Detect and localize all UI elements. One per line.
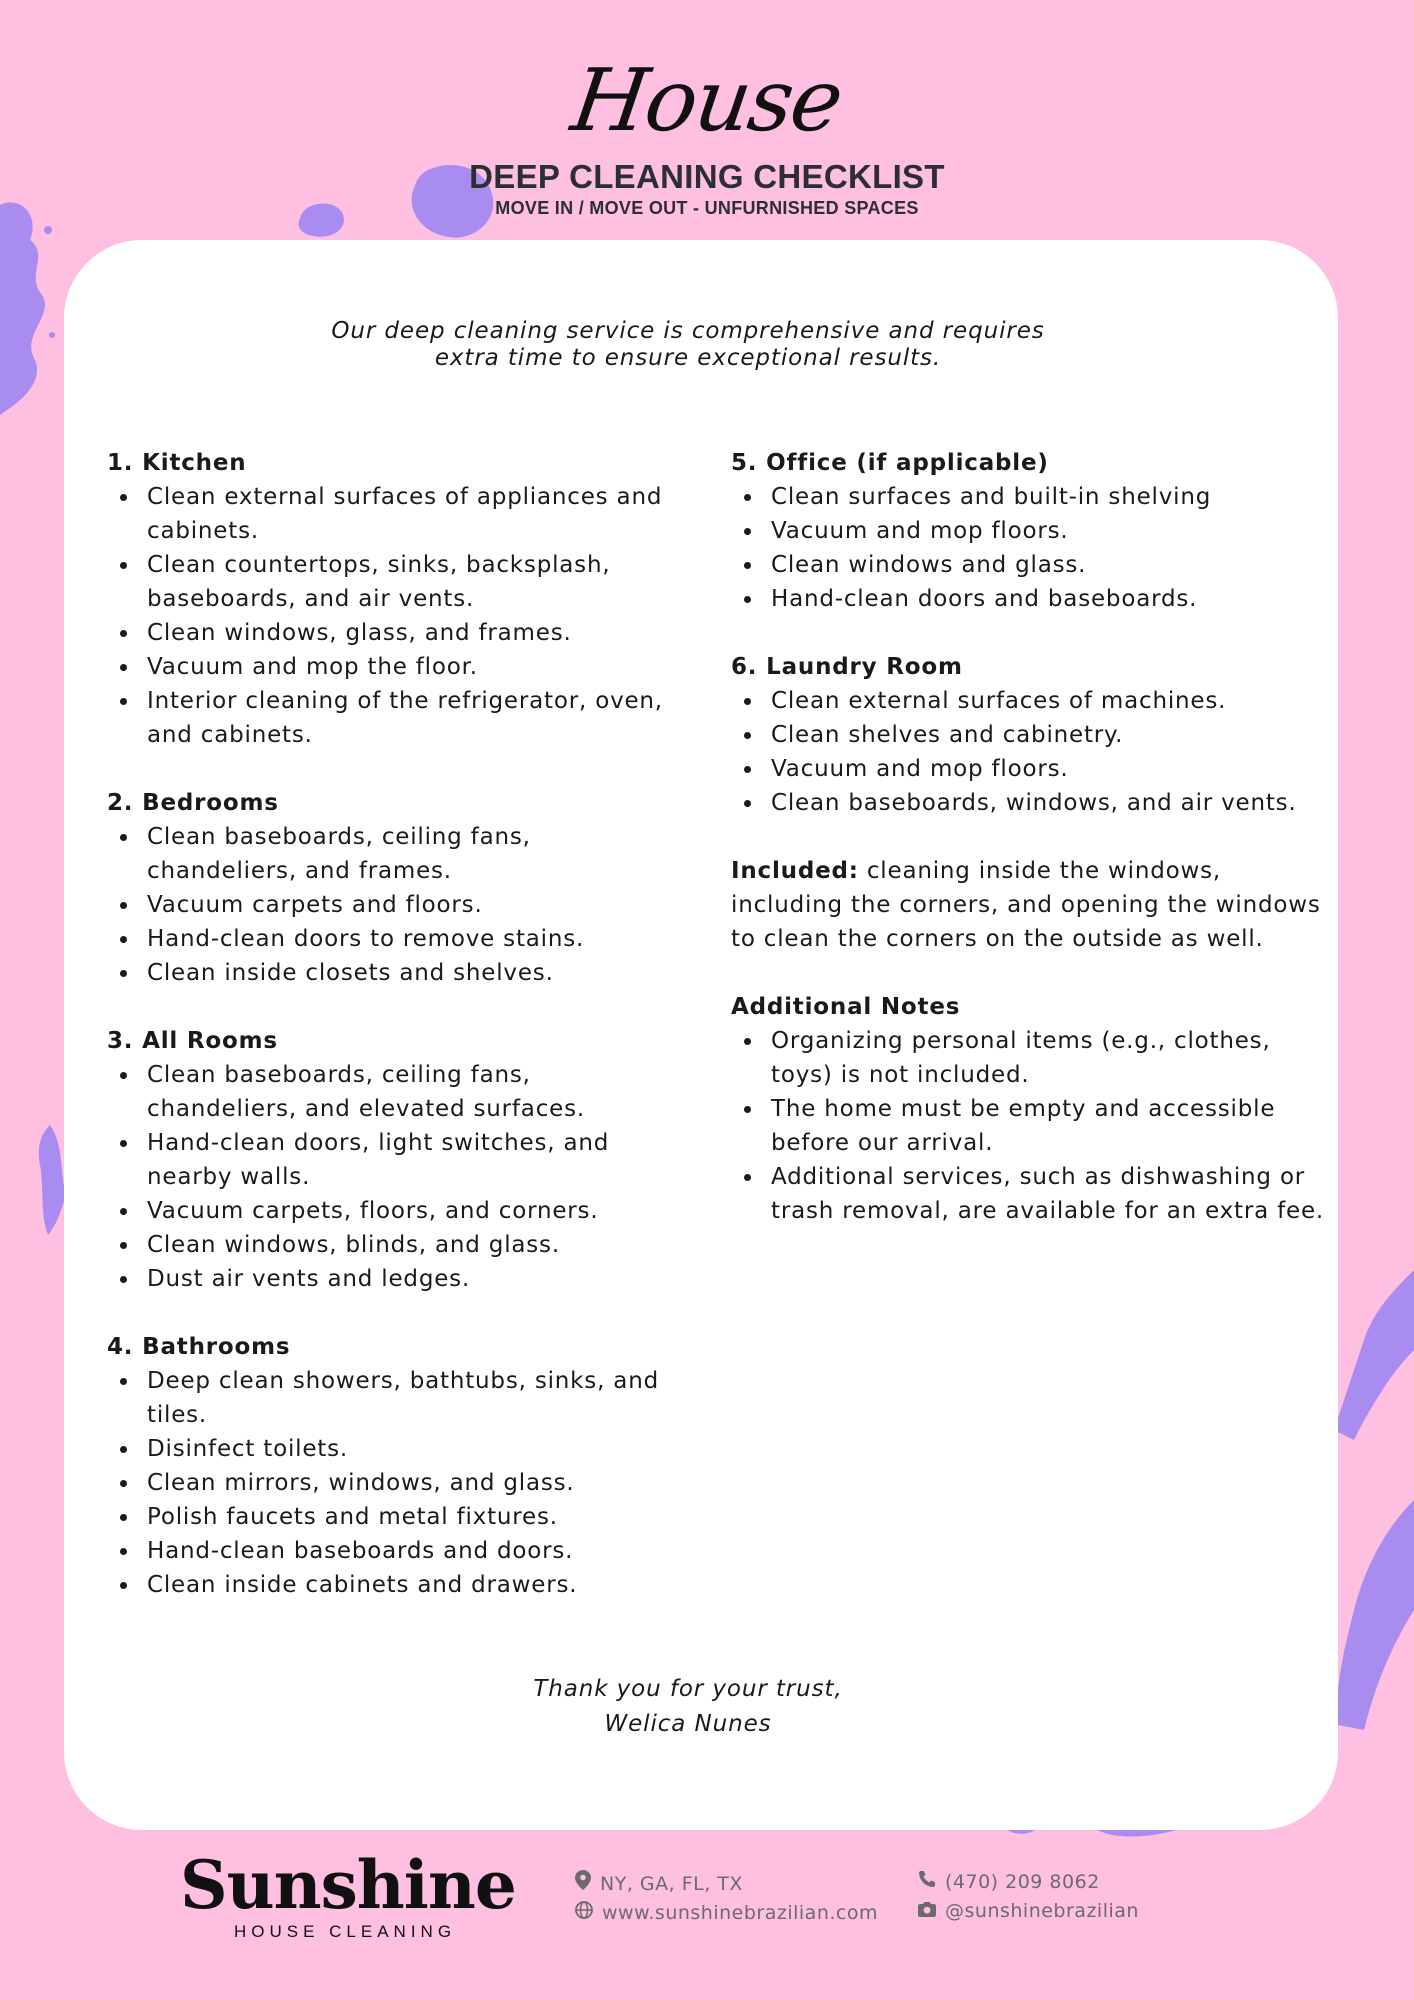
checklist-item: Clean baseboards, ceiling fans, chandeliers, and frames. — [107, 820, 667, 888]
intro-text — [0, 318, 1376, 372]
checklist-item: Clean surfaces and built-in shelving — [731, 480, 1331, 514]
camera-icon — [918, 1897, 936, 1926]
checklist-item: Clean windows, glass, and frames. — [107, 616, 667, 650]
checklist-item: Hand-clean doors and baseboards. — [731, 582, 1331, 616]
checklist-item: Clean countertops, sinks, backsplash, baseboards, and air vents. — [107, 548, 667, 616]
checklist-item: Vacuum carpets, floors, and corners. — [107, 1194, 667, 1228]
section-title: 6. Laundry Room — [731, 654, 963, 680]
checklist-item: Clean mirrors, windows, and glass. — [107, 1466, 667, 1500]
checklist-item: Interior cleaning of the refrigerator, oven, and cabinets. — [107, 684, 667, 752]
section-title: 5. Office (if applicable) — [731, 450, 1049, 476]
contact-phone-social — [918, 1868, 1139, 1926]
closing-signature — [0, 1672, 1376, 1742]
section-title: 4. Bathrooms — [107, 1334, 291, 1360]
social-row[interactable] — [918, 1897, 1139, 1926]
note-item: The home must be empty and accessible before our arrival. — [731, 1092, 1331, 1160]
included-label: Included: — [731, 858, 859, 884]
intro-line: extra time to ensure exceptional results. — [434, 345, 942, 371]
checklist-item: Disinfect toilets. — [107, 1432, 667, 1466]
checklist-item: Vacuum carpets and floors. — [107, 888, 667, 922]
checklist-item: Vacuum and mop floors. — [731, 514, 1331, 548]
page-subtitle: MOVE IN / MOVE OUT - UNFURNISHED SPACES — [495, 198, 919, 218]
checklist-item: Vacuum and mop floors. — [731, 752, 1331, 786]
map-pin-icon — [575, 1870, 591, 1899]
note-item: Additional services, such as dishwashing or trash removal, are available for an extra fee. — [731, 1160, 1331, 1228]
website-row[interactable] — [575, 1899, 878, 1928]
section-bathrooms — [107, 1330, 667, 1602]
location-row — [575, 1870, 878, 1899]
checklist-item: Hand-clean baseboards and doors. — [107, 1534, 667, 1568]
left-column — [107, 446, 667, 1636]
phone-icon — [918, 1868, 936, 1897]
checklist-item: Clean baseboards, windows, and air vents. — [731, 786, 1331, 820]
note-item: Organizing personal items (e.g., clothes, toys) is not included. — [731, 1024, 1331, 1092]
page-header — [0, 51, 1414, 219]
location-text: NY, GA, FL, TX — [600, 1873, 743, 1895]
checklist-item: Clean external surfaces of appliances and cabinets. — [107, 480, 667, 548]
website-link[interactable]: www.sunshinebrazilian.com — [602, 1902, 878, 1924]
checklist-item: Clean inside closets and shelves. — [107, 956, 667, 990]
checklist-item: Clean windows, blinds, and glass. — [107, 1228, 667, 1262]
section-laundry-room — [731, 650, 1331, 820]
brand-logo — [180, 1846, 516, 1942]
closing-line: Thank you for your trust, — [533, 1676, 843, 1702]
contact-location-web — [575, 1870, 878, 1928]
included-text: cleaning inside the windows, including the corners, and opening the windows to clean the corners on the outside as well. — [731, 858, 1321, 952]
paint-splash-left-mid — [30, 1125, 66, 1235]
section-kitchen — [107, 446, 667, 752]
social-handle[interactable]: @sunshinebrazilian — [945, 1900, 1139, 1922]
checklist-item: Deep clean showers, bathtubs, sinks, and tiles. — [107, 1364, 667, 1432]
section-bedrooms — [107, 786, 667, 990]
brand-name: Sunshine — [180, 1846, 516, 1924]
paint-splash-right-1 — [1334, 1270, 1414, 1440]
phone-number[interactable]: (470) 209 8062 — [945, 1871, 1100, 1893]
checklist-item: Dust air vents and ledges. — [107, 1262, 667, 1296]
included-note — [731, 854, 1331, 956]
checklist-item: Clean inside cabinets and drawers. — [107, 1568, 667, 1602]
phone-row[interactable] — [918, 1868, 1139, 1897]
checklist-item: Hand-clean doors, light switches, and nearby walls. — [107, 1126, 667, 1194]
checklist-item: Hand-clean doors to remove stains. — [107, 922, 667, 956]
section-title: Additional Notes — [731, 994, 961, 1020]
section-title: 1. Kitchen — [107, 450, 247, 476]
section-office — [731, 446, 1331, 616]
section-all-rooms — [107, 1024, 667, 1296]
signature-name: Welica Nunes — [604, 1711, 772, 1737]
checklist-item: Clean baseboards, ceiling fans, chandeliers, and elevated surfaces. — [107, 1058, 667, 1126]
globe-icon — [575, 1899, 593, 1928]
section-title: 3. All Rooms — [107, 1028, 278, 1054]
checklist-item: Clean external surfaces of machines. — [731, 684, 1331, 718]
script-title: House — [566, 51, 848, 151]
brand-tagline: HOUSE CLEANING — [233, 1922, 457, 1941]
paint-splash-top-left — [0, 195, 60, 425]
section-additional-notes — [731, 990, 1331, 1228]
intro-line: Our deep cleaning service is comprehensive and requires — [331, 318, 1045, 344]
checklist-item: Polish faucets and metal fixtures. — [107, 1500, 667, 1534]
page-title: DEEP CLEANING CHECKLIST — [469, 158, 945, 195]
checklist-item: Clean shelves and cabinetry. — [731, 718, 1331, 752]
checklist-item: Clean windows and glass. — [731, 548, 1331, 582]
section-title: 2. Bedrooms — [107, 790, 279, 816]
checklist-item: Vacuum and mop the floor. — [107, 650, 667, 684]
right-column — [731, 446, 1331, 1262]
